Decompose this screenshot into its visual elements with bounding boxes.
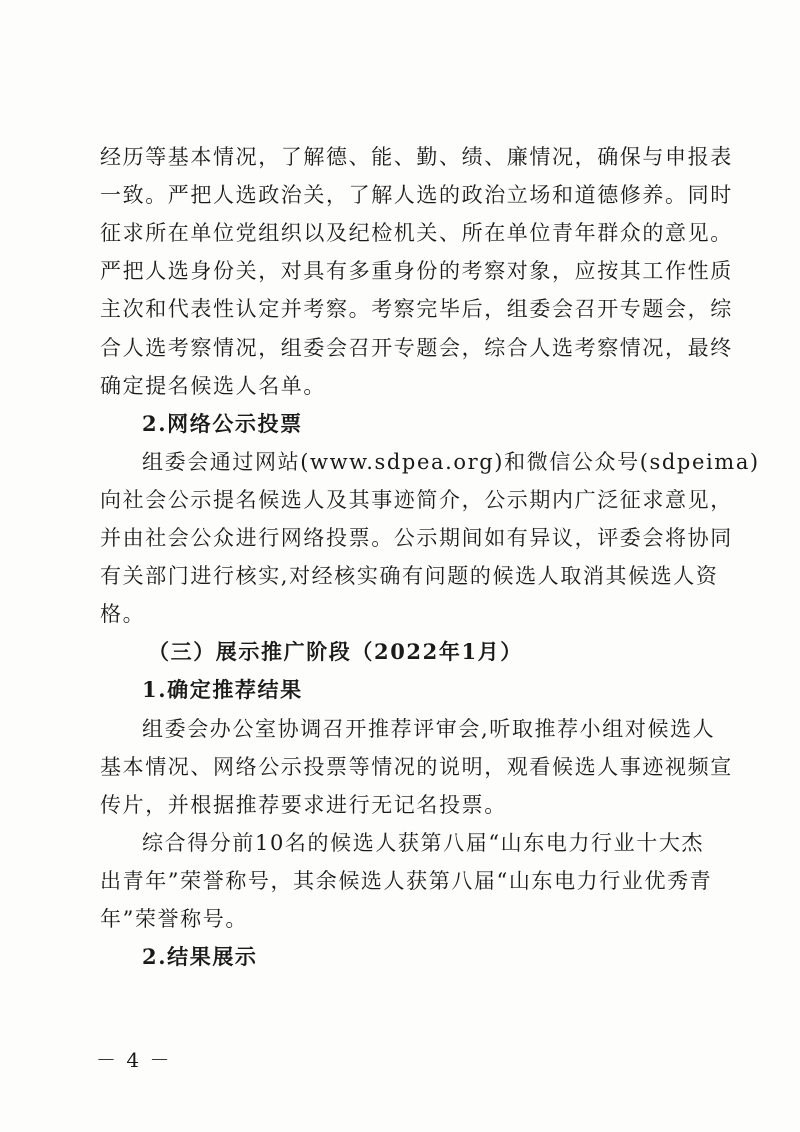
section-heading-results-display: 2.结果展示 xyxy=(142,944,258,969)
paragraph-line: 严把人选身份关，对具有多重身份的考察对象，应按其工作性质 xyxy=(100,259,733,283)
paragraph-line: 向社会公示提名候选人及其事迹简介，公示期内广泛征求意见， xyxy=(100,488,733,512)
paragraph-line: 组委会办公室协调召开推荐评审会,听取推荐小组对候选人 xyxy=(142,717,716,741)
paragraph-line: 经历等基本情况，了解德、能、勤、绩、廉情况，确保与申报表 xyxy=(100,145,733,169)
paragraph-line: 主次和代表性认定并考察。考察完毕后，组委会召开专题会，综 xyxy=(100,297,733,321)
paragraph-line: 年”荣誉称号。 xyxy=(100,907,248,931)
section-heading-stage3: （三）展示推广阶段（2022年1月） xyxy=(148,639,523,664)
paragraph-line: 综合得分前10名的候选人获第八届“山东电力行业十大杰 xyxy=(142,831,705,855)
paragraph-line: 出青年”荣誉称号，其余候选人获第八届“山东电力行业优秀青 xyxy=(100,869,713,893)
page-number: － 4 － xyxy=(96,1048,172,1072)
section-heading-confirm-results: 1.确定推荐结果 xyxy=(142,677,303,702)
paragraph-line: 有关部门进行核实,对经核实确有问题的候选人取消其候选人资 xyxy=(100,564,719,588)
paragraph-line: 组委会通过网站(www.sdpea.org)和微信公众号(sdpeima) xyxy=(142,450,760,474)
paragraph-line: 基本情况、网络公示投票等情况的说明，观看候选人事迹视频宣 xyxy=(100,755,733,779)
paragraph-line: 传片，并根据推荐要求进行无记名投票。 xyxy=(100,793,507,817)
paragraph-line: 并由社会公众进行网络投票。公示期间如有异议，评委会将协同 xyxy=(100,526,733,550)
section-heading-online-vote: 2.网络公示投票 xyxy=(142,411,303,436)
paragraph-line: 一致。严把人选政治关，了解人选的政治立场和道德修养。同时 xyxy=(100,183,733,207)
paragraph-line: 合人选考察情况，组委会召开专题会，综合人选考察情况，最终 xyxy=(100,336,733,360)
paragraph-line: 征求所在单位党组织以及纪检机关、所在单位青年群众的意见。 xyxy=(100,221,733,245)
paragraph-line: 确定提名候选人名单。 xyxy=(100,374,326,398)
paragraph-line: 格。 xyxy=(100,602,146,626)
